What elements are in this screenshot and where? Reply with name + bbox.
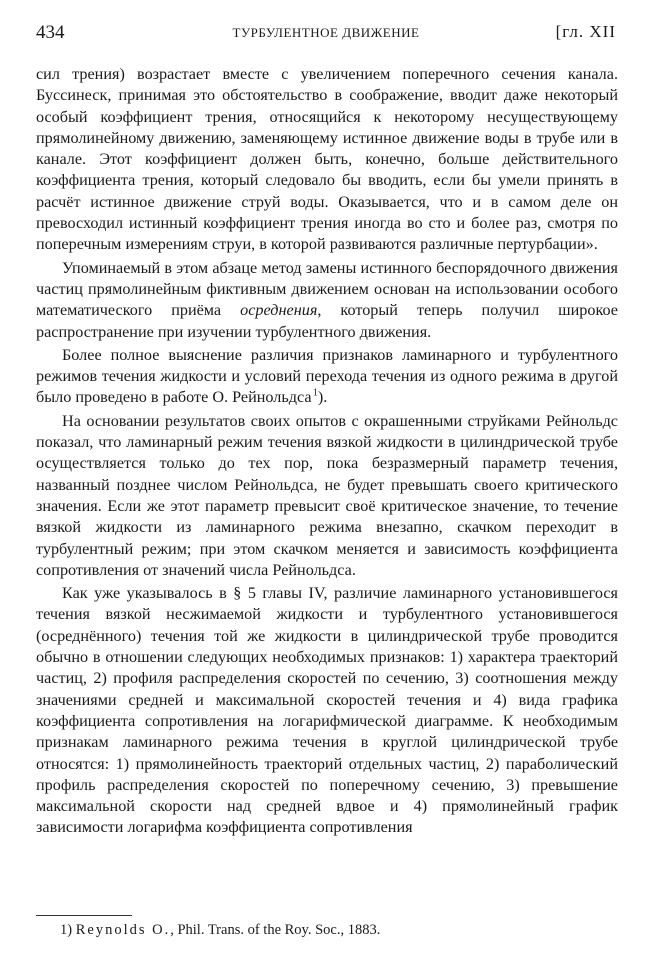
chapter-reference: [гл. XII — [555, 22, 616, 41]
paragraph-5: Как уже указывалось в § 5 главы IV, различие ламинарного установившегося течения вязкой несжимаемой жидкости и турбулентного установившегося (осреднённого) течения той же жидкости в цилиндрической трубе проводится обычно в отношении следующих необходимых признаков: 1) характера траекторий частиц, 2) профиля распределения скоростей по сечению, 3) соотношения между значениями средней и максимальной скоростей течения и 4) вида графика коэффициента сопротивления на логарифмической диаграмме. К необходимым признакам ламинарного режима течения в круглой цилиндрической трубе относятся: 1) прямолинейность траекторий отдельных частиц, 2) параболический профиль распределения скоростей по поперечному сечению, 3) превышение максимальной скорости над средней вдвое и 4) прямолинейный график зависимости логарифма коэффициента сопротивления — [36, 584, 618, 837]
footnote — [60, 922, 380, 939]
page-header — [36, 22, 616, 46]
paragraph-2: Упоминаемый в этом абзаце метод замены истинного беспорядочного движения частиц прямолинейным фиктивным движением основан на использовании особого математического приёма осреднения, который теперь получил широкое распространение при изучении турбулентного движения. — [36, 258, 618, 341]
page-number: 434 — [36, 22, 65, 43]
footnote-author: Reynolds O. — [75, 922, 171, 938]
footnote-number: 1) — [60, 922, 73, 938]
emphasis-term: осреднения — [240, 301, 318, 320]
paragraph-1: сил трения) возрастает вместе с увеличением поперечного сечения канала. Буссинеск, принимая это обстоятельство в соображение, вводит даже некоторый особый коэффициент трения, относящийся к некоторому несуществующему прямолинейному движению, заменяющему истинное движение воды в трубе или в канале. Этот коэффициент должен быть, конечно, больше действительного коэффициента трения, который следовало бы вводить, если бы умели принять в расчёт истинное движение струй воды. Оказывается, что и в самом деле он превосходил истинный коэффициент трения иногда во сто и более раз, смотря по поперечным измерениям струи, в которой развиваются различные пертурбации». — [36, 65, 618, 254]
paragraph-3: Более полное выяснение различия признаков ламинарного и турбулентного режимов течения жидкости и условий перехода течения из одного режима в другой было проведено в работе О. Рейнольдса $^1$). — [36, 345, 618, 407]
paragraph-4: На основании результатов своих опытов с окрашенными струйками Рейнольдс показал, что ламинарный режим течения вязкой жидкости в цилиндрической трубе осуществляется только до тех пор, пока безразмерный параметр течения, названный позднее числом Рейнольдса, не будет превышать своего критического значения. Если же этот параметр превысит своё критическое значение, то течение вязкой жидкости из ламинарного режима внезапно, скачком переходит в турбулентный режим; при этом скачком меняется и зависимость коэффициента сопротивления от значений числа Рейнольдса. — [36, 411, 618, 579]
footnote-mark: 1 — [312, 388, 318, 400]
footnote-citation: , Phil. Trans. of the Roy. Soc., 1883. — [170, 922, 381, 938]
running-title: ТУРБУЛЕНТНОЕ ДВИЖЕНИЕ — [232, 25, 420, 40]
footnote-separator — [36, 915, 132, 916]
page-body — [36, 64, 618, 839]
